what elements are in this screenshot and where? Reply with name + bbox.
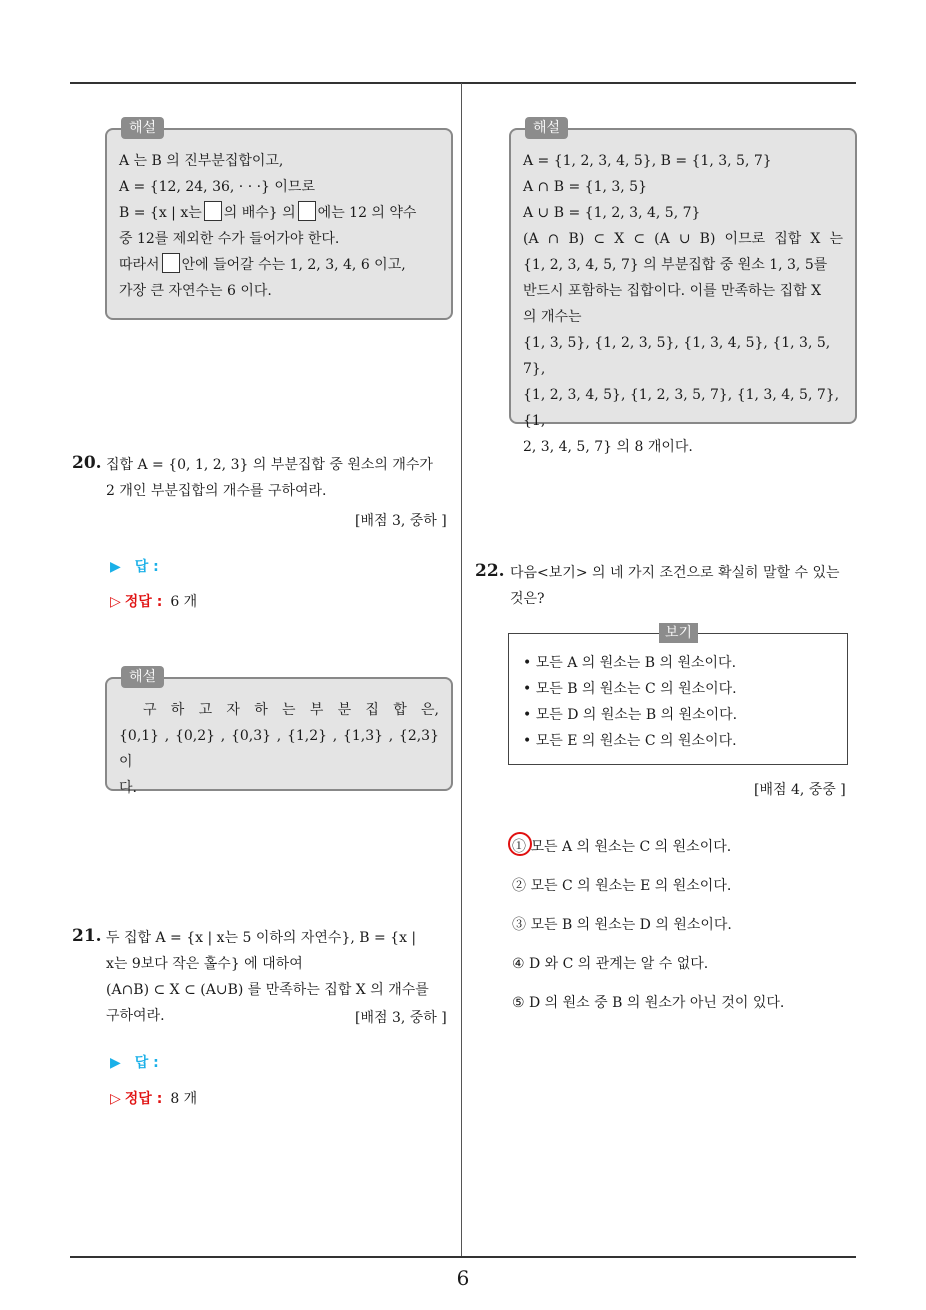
correct-label: 정답 : <box>124 594 163 610</box>
score-20: [배점 3, 중하 ] <box>355 513 447 529</box>
choice-4[interactable]: ④ D 와 C 의 관계는 알 수 없다. <box>512 956 709 972</box>
text-segment: 안에 들어갈 수는 1, 2, 3, 4, 6 이고, <box>181 257 406 273</box>
question-line: 다음<보기> 의 네 가지 조건으로 확실히 말할 수 있는 <box>510 565 840 581</box>
bogi-item: • 모든 A 의 원소는 B 의 원소이다. <box>523 655 737 671</box>
solution-line: {1, 3, 5}, {1, 2, 3, 5}, {1, 3, 4, 5}, {1, 3, 5, 7}, <box>523 335 831 377</box>
solution-line: 반드시 포함하는 집합이다. 이를 만족하는 집합 X <box>523 283 822 299</box>
question-number-22: 22. <box>475 561 505 581</box>
solution-line: 2, 3, 4, 5, 7} 의 8 개이다. <box>523 439 693 455</box>
solution-line: {0,1} , {0,2} , {0,3} , {1,2} , {1,3} , {2,3} 이 <box>119 728 439 770</box>
triangle-outline-icon: ▷ <box>110 1091 121 1107</box>
bottom-rule <box>70 1256 856 1258</box>
score-21: [배점 3, 중하 ] <box>355 1010 447 1026</box>
triangle-outline-icon: ▷ <box>110 594 121 610</box>
question-line: x는 9보다 작은 홀수} 에 대하여 <box>106 956 303 972</box>
question-22-text <box>510 560 860 612</box>
blank-box <box>162 253 180 273</box>
solution-line: 의 개수는 <box>523 309 582 325</box>
correct-label: 정답 : <box>124 1091 163 1107</box>
bogi-tag: 보기 <box>659 623 698 643</box>
solution-line <box>119 252 439 278</box>
solution-box-21 <box>509 120 857 455</box>
solution-line <box>119 200 439 226</box>
score-22: [배점 4, 중중 ] <box>754 782 846 798</box>
blank-box <box>204 201 222 221</box>
solution-line: A = {12, 24, 36, · · ·} 이므로 <box>119 179 315 195</box>
play-icon: ▶ <box>110 1055 121 1071</box>
answer-label: 답 : <box>134 559 159 575</box>
text-segment: B = {x | x는 <box>119 205 202 221</box>
solution-line: 구 하 고 자 하 는 부 분 집 합 은, <box>143 702 439 718</box>
bogi-item: • 모든 E 의 원소는 C 의 원소이다. <box>523 733 737 749</box>
top-rule <box>70 82 856 84</box>
solution-line: A 는 B 의 진부분집합이고, <box>119 153 284 169</box>
question-number-20: 20. <box>72 453 102 473</box>
choice-5[interactable]: ⑤ D 의 원소 중 B 의 원소가 아닌 것이 있다. <box>512 995 785 1011</box>
text-segment: 따라서 <box>119 257 160 273</box>
question-number-21: 21. <box>72 926 102 946</box>
solution-line: (A ∩ B) ⊂ X ⊂ (A ∪ B) 이므로 집합 X 는 <box>523 231 843 247</box>
solution-box-20 <box>105 669 453 796</box>
choice-3[interactable]: ③ 모든 B 의 원소는 D 의 원소이다. <box>512 917 732 933</box>
correct-value: 8 개 <box>170 1091 198 1107</box>
solution-tag: 해설 <box>121 117 164 139</box>
solution-line: {1, 2, 3, 4, 5}, {1, 2, 3, 5, 7}, {1, 3, 4, 5, 7}, {1, <box>523 387 840 429</box>
column-divider <box>461 83 462 1258</box>
choice-2[interactable]: ② 모든 C 의 원소는 E 의 원소이다. <box>512 878 732 894</box>
question-20-text <box>106 452 458 504</box>
question-line: 구하여라. <box>106 1008 165 1024</box>
solution-line: A = {1, 2, 3, 4, 5}, B = {1, 3, 5, 7} <box>523 153 772 169</box>
choice-1[interactable]: ① 모든 A 의 원소는 C 의 원소이다. <box>512 839 732 855</box>
bogi-item: • 모든 D 의 원소는 B 의 원소이다. <box>523 707 738 723</box>
question-line: 2 개인 부분집합의 개수를 구하여라. <box>106 483 327 499</box>
solution-line: 가장 큰 자연수는 6 이다. <box>119 283 272 299</box>
question-line: (A∩B) ⊂ X ⊂ (A∪B) 를 만족하는 집합 X 의 개수를 <box>106 982 429 998</box>
play-icon: ▶ <box>110 559 121 575</box>
solution-line: A ∪ B = {1, 2, 3, 4, 5, 7} <box>523 205 701 221</box>
blank-box <box>298 201 316 221</box>
solution-line: {1, 2, 3, 4, 5, 7} 의 부분집합 중 원소 1, 3, 5를 <box>523 257 828 273</box>
question-line: 두 집합 A = {x | x는 5 이하의 자연수}, B = {x | <box>106 930 417 946</box>
bogi-item: • 모든 B 의 원소는 C 의 원소이다. <box>523 681 737 697</box>
solution-line: A ∩ B = {1, 3, 5} <box>523 179 647 195</box>
correct-row-21 <box>110 1088 197 1108</box>
answer-row-21 <box>110 1052 159 1072</box>
correct-value: 6 개 <box>170 594 198 610</box>
solution-line: 다. <box>119 780 137 796</box>
answer-row-20 <box>110 556 159 576</box>
question-line: 것은? <box>510 591 545 607</box>
text-segment: 의 배수} 의 <box>223 205 296 221</box>
answer-label: 답 : <box>134 1055 159 1071</box>
solution-line: 중 12를 제외한 수가 들어가야 한다. <box>119 231 340 247</box>
solution-tag: 해설 <box>121 666 164 688</box>
solution-tag: 해설 <box>525 117 568 139</box>
solution-box-19 <box>105 120 453 320</box>
page-number: 6 <box>456 1266 470 1290</box>
correct-row-20 <box>110 591 197 611</box>
bogi-box <box>508 625 848 765</box>
question-line: 집합 A = {0, 1, 2, 3} 의 부분집합 중 원소의 개수가 <box>106 457 433 473</box>
text-segment: 에는 12 의 약수 <box>317 205 417 221</box>
